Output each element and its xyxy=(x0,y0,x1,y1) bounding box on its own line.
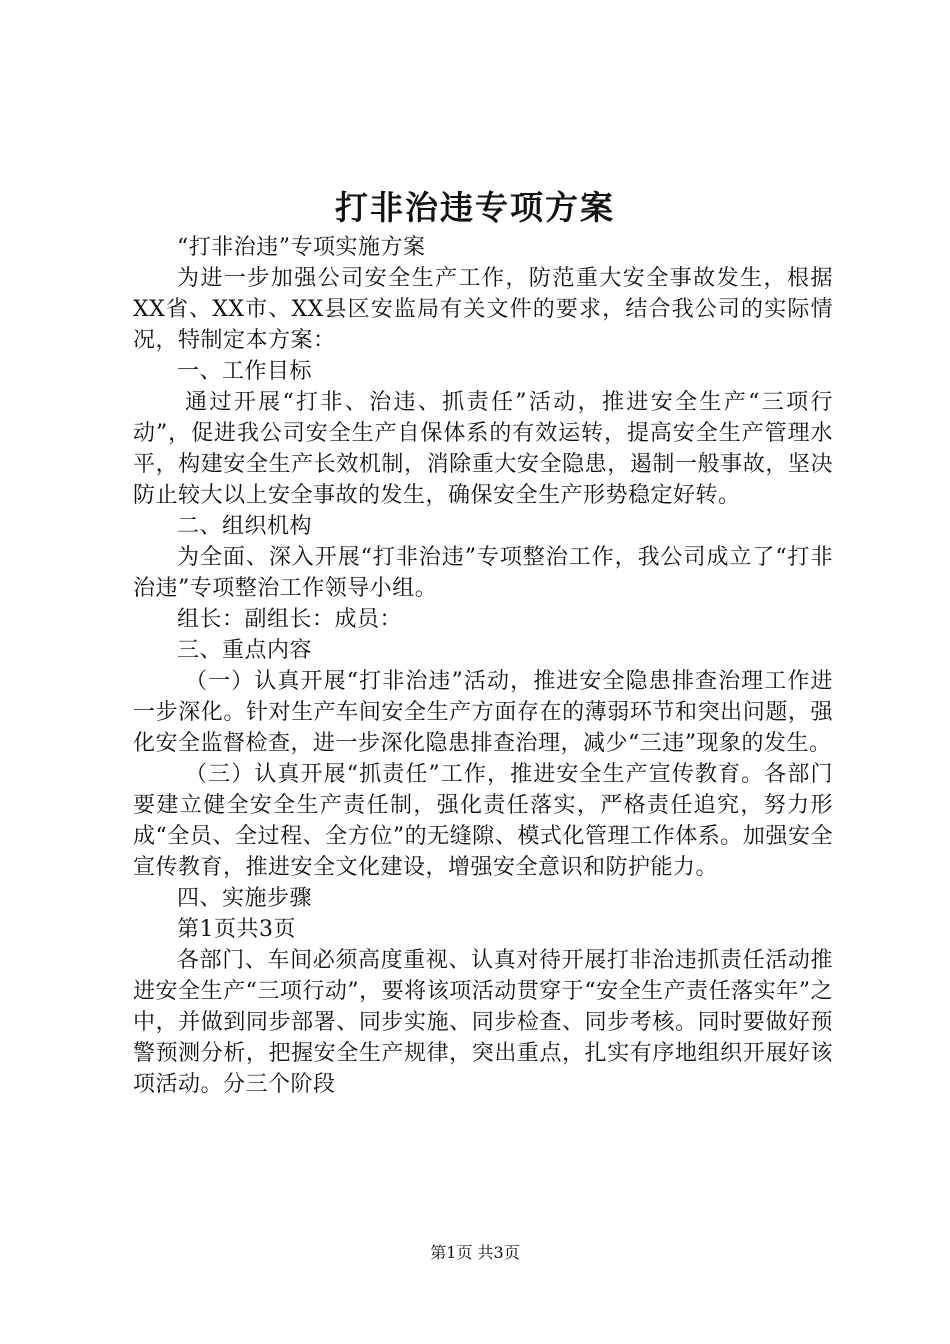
section-heading-organization: 二、组织机构 xyxy=(177,514,313,539)
goals-paragraph: 通过开展“打非、治违、抓责任”活动，推进安全生产“三项行动”，促进我公司安全生产自保体系的有效运转，提高安全生产管理水平，构建安全生产长效机制，消除重大安全隐患，遏制一般事故，坚决防止较大以上安全事故的发生，确保安全生产形势稳定好转。 xyxy=(133,390,833,508)
intro-paragraph: 为进一步加强公司安全生产工作，防范重大安全事故发生，根据XX省、XX市、XX县区安监局有关文件的要求，结合我公司的实际情况，特制定本方案： xyxy=(133,266,833,353)
document-body xyxy=(133,232,833,1100)
organization-paragraph: 为全面、深入开展“打非治违”专项整治工作，我公司成立了“打非治违”专项整治工作领导小组。 xyxy=(133,545,833,601)
page-footer: 第1页 共3页 xyxy=(430,1243,520,1262)
key-content-item-1: （一）认真开展“打非治违”活动，推进安全隐患排查治理工作进一步深化。针对生产车间安全生产方面存在的薄弱环节和突出问题，强化安全监督检查，进一步深化隐患排查治理，减少“三违”现象的发生。 xyxy=(133,669,833,756)
subtitle-paragraph: “打非治违”专项实施方案 xyxy=(177,235,426,260)
section-heading-goals: 一、工作目标 xyxy=(177,359,313,384)
section-heading-key-content: 三、重点内容 xyxy=(177,638,313,663)
document-title: 打非治违专项方案 xyxy=(335,188,615,227)
section-heading-steps: 四、实施步骤 xyxy=(177,886,313,911)
leadership-line: 组长：副组长：成员： xyxy=(177,607,403,632)
inline-page-marker: 第1页共3页 xyxy=(177,917,296,942)
key-content-item-3: （三）认真开展“抓责任”工作，推进安全生产宣传教育。各部门要建立健全安全生产责任制，强化责任落实，严格责任追究，努力形成“全员、全过程、全方位”的无缝隙、模式化管理工作体系。加强安全宣传教育，推进安全文化建设，增强安全意识和防护能力。 xyxy=(133,762,833,880)
steps-paragraph: 各部门、车间必须高度重视、认真对待开展打非治违抓责任活动推进安全生产“三项行动”，要将该项活动贯穿于“安全生产责任落实年”之中，并做到同步部署、同步实施、同步检查、同步考核。同时要做好预警预测分析，把握安全生产规律，突出重点，扎实有序地组织开展好该项活动。分三个阶段 xyxy=(133,948,833,1097)
